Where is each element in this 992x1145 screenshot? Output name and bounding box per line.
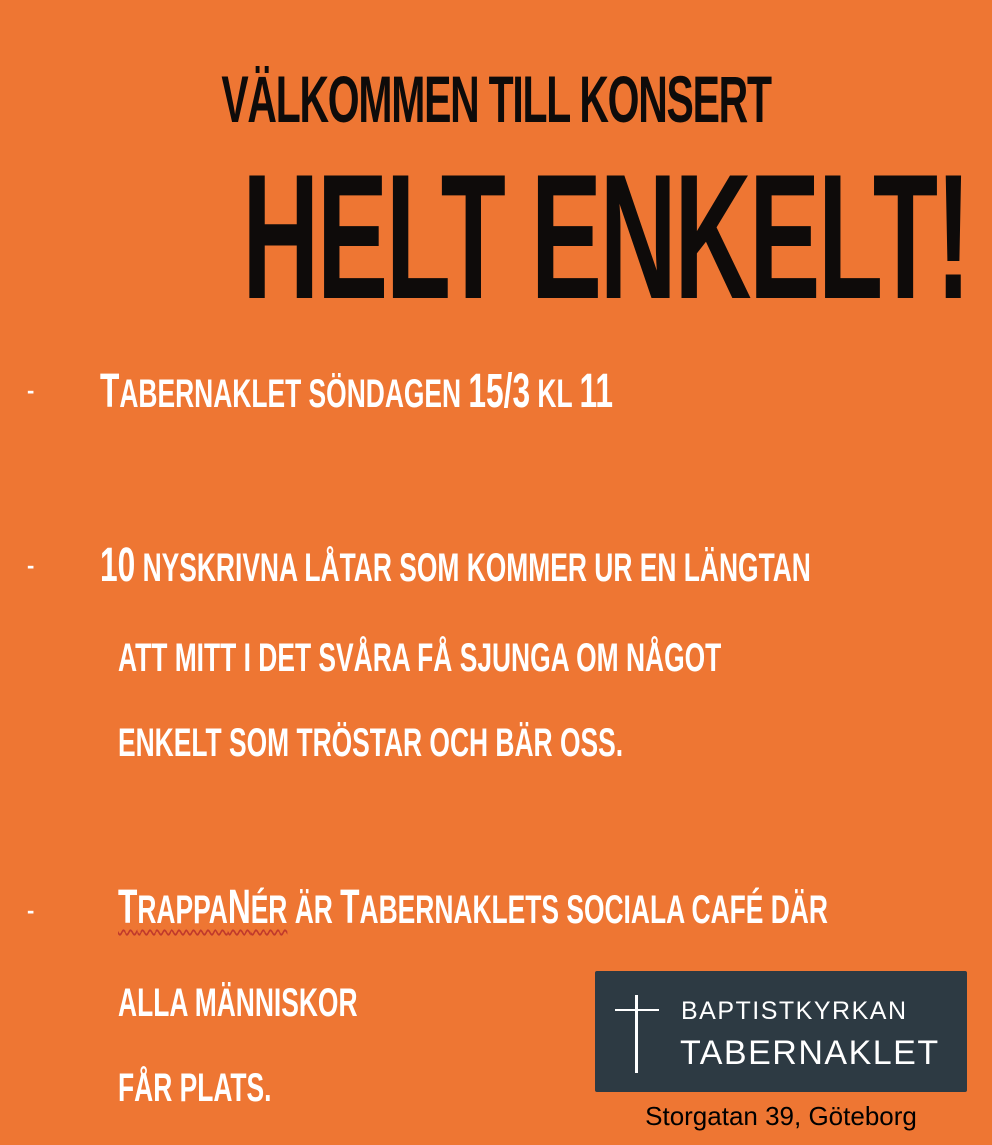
text-segment: ATT MITT I DET SVÅRA FÅ SJUNGA OM NÅGOT (118, 636, 722, 680)
trappaner-name (118, 881, 287, 934)
text-segment: N (227, 881, 251, 934)
bullet-1-line-1 (100, 366, 613, 420)
bullet-3-line-1 (118, 882, 828, 936)
text-segment: T (100, 365, 120, 418)
church-logo (595, 971, 967, 1092)
bullet-dash: - (27, 898, 35, 923)
venue-address: Storgatan 39, Göteborg (645, 1101, 917, 1131)
bullet-3-line-3 (118, 1060, 272, 1114)
text-segment: 10 (100, 539, 136, 592)
event-title-wrap (0, 137, 992, 336)
text-segment: ABERNAKLETS SOCIALA CAFÉ DÄR (359, 888, 828, 932)
text-segment: ÉR (250, 888, 288, 932)
bullet-2-line-2 (118, 630, 721, 684)
text-segment: ALLA MÄNNISKOR (118, 981, 358, 1025)
text-segment: RAPPA (137, 888, 228, 932)
bullet-2-line-1 (100, 540, 811, 594)
bullet-3-line-2 (118, 975, 358, 1029)
cross-icon-vertical (635, 995, 638, 1073)
text-segment: 11 (579, 365, 613, 418)
text-segment: NYSKRIVNA LÅTAR SOM KOMMER UR EN LÄNGTAN (135, 546, 811, 590)
text-segment: ABERNAKLET SÖNDAGEN (119, 372, 469, 416)
text-segment: ÄR (287, 888, 341, 932)
cross-icon-horizontal (615, 1009, 659, 1011)
logo-church-name: BAPTISTKYRKAN (681, 997, 908, 1025)
logo-venue-name: TABERNAKLET (680, 1034, 940, 1072)
bullet-dash: - (27, 378, 35, 403)
text-segment: FÅR PLATS. (118, 1066, 272, 1110)
text-segment: ENKELT SOM TRÖSTAR OCH BÄR OSS. (118, 721, 624, 765)
text-segment: KL (530, 372, 580, 416)
event-subtitle: VÄLKOMMEN TILL KONSERT (221, 62, 771, 136)
text-segment: T (118, 881, 138, 934)
event-subtitle-wrap (0, 62, 992, 136)
event-title: HELT ENKELT! (242, 137, 969, 336)
bullet-2-line-3 (118, 715, 623, 769)
text-segment: 15/3 (468, 365, 531, 418)
bullet-dash: - (27, 553, 35, 578)
text-segment: T (340, 881, 360, 934)
